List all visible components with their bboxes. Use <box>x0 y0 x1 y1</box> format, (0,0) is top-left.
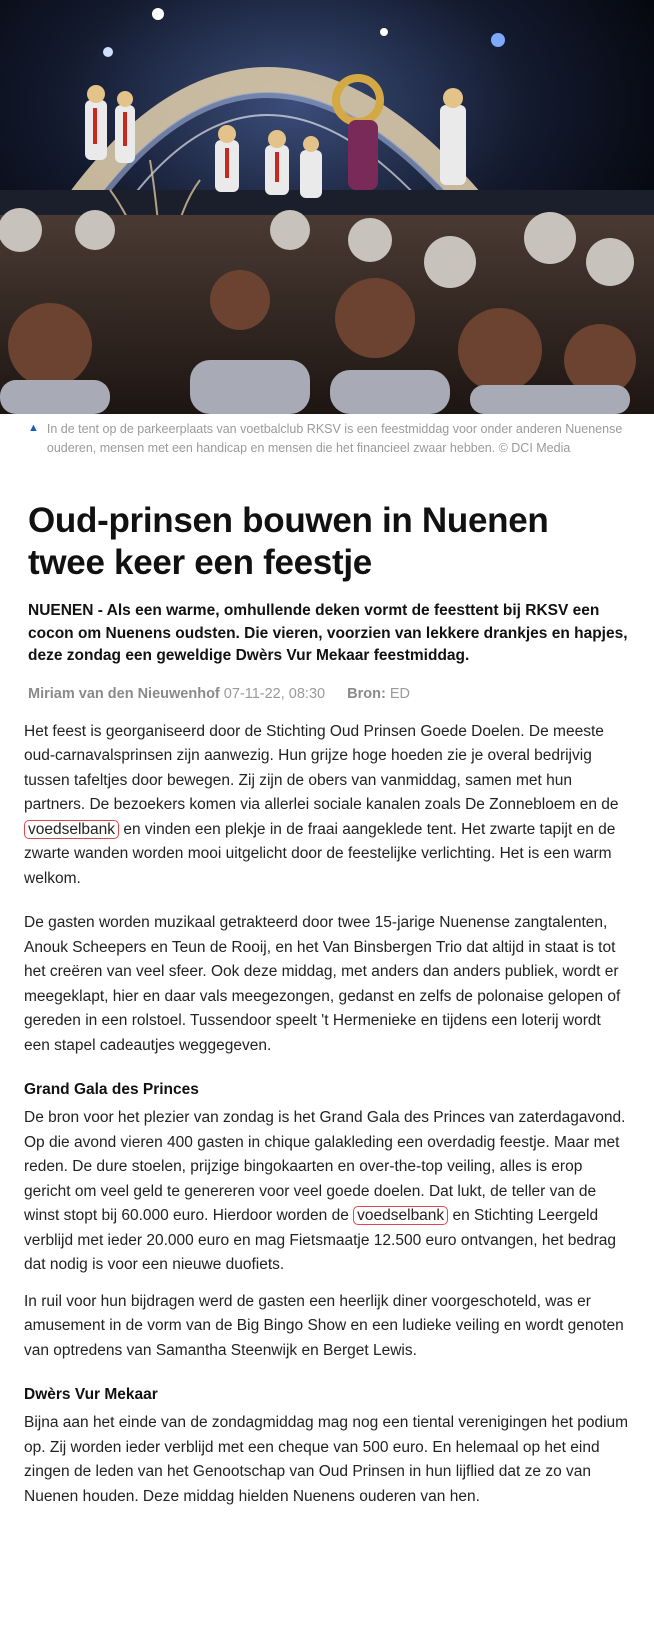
triangle-up-icon: ▲ <box>28 422 39 434</box>
paragraph-4: In ruil voor hun bijdragen werd de gasten een heerlijk diner voorgeschoteld, was er amusement in de vorm van de Big Bingo Show en een ludieke veiling en wordt genoten van optredens van Samantha Steenwijk en Berget Lewis. <box>24 1292 624 1359</box>
paragraph-3-part-a: De bron voor het plezier van zondag is het Grand Gala des Princes van zaterdagavond. Op die avond vieren 400 gasten in chique galakleding een overdadig feestje. Maar met reden. De dure stoelen, prijzige bingokaarten en over-the-top veiling, alles is erop gericht om veel geld te genereren voor veel goede doelen. Dat lukt, de teller van de winst stopt bij 60.000 euro. Hierdoor worden de <box>24 1109 626 1224</box>
paragraph-1-part-b: en vinden een plekje in de fraai aangeklede tent. Het zwarte tapijt en de zwarte wanden worden mooi uitgelicht door de feestelijke verlichting. Het is een warm welkom. <box>24 820 616 887</box>
photo-caption <box>0 414 654 474</box>
hero-photo-illustration <box>0 0 654 414</box>
paragraph-1-part-a: Het feest is georganiseerd door de Stichting Oud Prinsen Goede Doelen. De meeste oud-carnavalsprinsen zijn aanwezig. Hun grijze hoge hoeden zie je overal bedrijvig tussen tafeltjes door bewegen. Zij zijn de obers van vanmiddag, samen met hun partners. De bezoekers komen via allerlei sociale kanalen zoals De Zonnebloem en de <box>24 722 619 813</box>
author-name[interactable]: Miriam van den Nieuwenhof <box>28 685 220 702</box>
article-body <box>24 720 630 1510</box>
caption-text: In de tent op de parkeerplaats van voetbalclub RKSV is een feestmiddag voor onder anderen Nuenense ouderen, mensen met een handicap en mensen die het financieel zwaar hebben. © DCI Media <box>46 422 623 455</box>
byline <box>28 686 630 702</box>
article-title: Oud-prinsen bouwen in Nuenen twee keer een feestje <box>28 501 549 582</box>
paragraph-2: De gasten worden muzikaal getrakteerd door twee 15-jarige Nuenense zangtalenten, Anouk Scheepers en Teun de Rooij, en het Van Binsbergen Trio dat altijd in staat is tot het creëren van veel sfeer. Ook deze middag, met anders dan anders publiek, wordt er meegeklapt, hier en daar vals meegezongen, gedanst en zelfs de polonaise gelopen of gereden in een rolstoel. Tussendoor speelt 't Hermenieke en tijdens een loterij wordt een stapel cadeautjes weggegeven. <box>24 914 621 1054</box>
subheading-dwers-vur-mekaar: Dwèrs Vur Mekaar <box>24 1386 158 1403</box>
hero-photo <box>0 0 654 414</box>
voedselbank-link-1[interactable]: voedselbank <box>24 820 119 839</box>
paragraph-5: Bijna aan het einde van de zondagmiddag mag nog een tiental verenigingen het podium op. Zij worden ieder verblijd met een cheque van 500 euro. En helemaal op het eind zingen de leden van het Genootschap van Oud Prinsen in hun lijflied dat ze zo van Nuenen houden. Deze middag hielden Nuenens ouderen van hen. <box>24 1414 629 1505</box>
paragraph-1 <box>24 720 630 892</box>
source-label: Bron: <box>347 685 386 702</box>
source-name: ED <box>389 685 410 702</box>
subheading-grand-gala: Grand Gala des Princes <box>24 1081 199 1098</box>
publish-date: 07-11-22, 08:30 <box>223 685 326 702</box>
paragraph-3-part-b: en Stichting Leergeld verblijd met ieder 20.000 euro en mag Fietsmaatje 12.500 euro ontvangen, het bedrag dat nodig is voor een nieuwe duofiets. <box>24 1207 616 1273</box>
voedselbank-link-2[interactable]: voedselbank <box>353 1206 448 1225</box>
article-intro: NUENEN - Als een warme, omhullende deken vormt de feesttent bij RKSV een cocon om Nuenens oudsten. Die vieren, voorzien van lekkere drankjes en hapjes, deze zondag een geweldige Dwèrs Vur Mekaar feestmiddag. <box>28 602 628 664</box>
paragraph-3 <box>24 1106 630 1278</box>
